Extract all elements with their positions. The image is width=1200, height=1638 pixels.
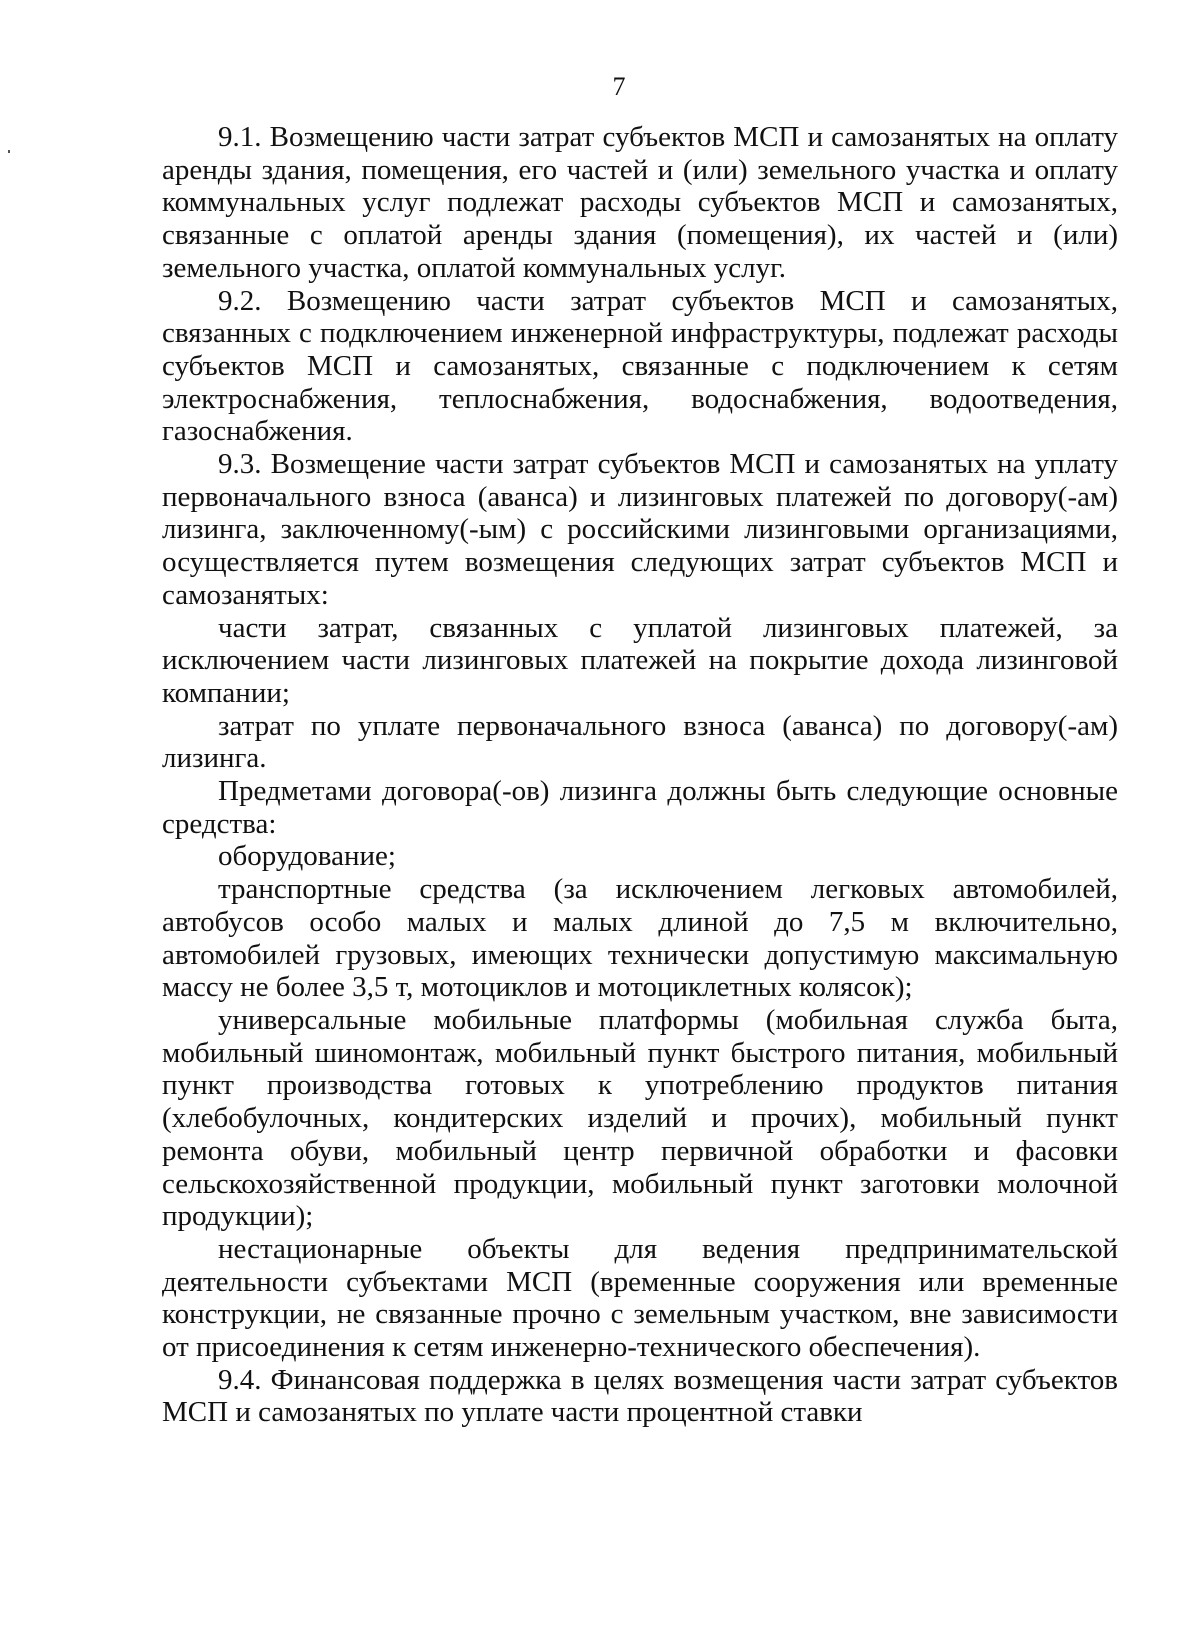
list-item-equipment: оборудование; <box>218 840 396 873</box>
paragraph-9-4: 9.4. Финансовая поддержка в целях возмещения части затрат субъектов МСП и самозанятых по уплате части процентной ставки <box>162 1363 1118 1429</box>
list-item-non-stationary-objects: нестационарные объекты для ведения предпринимательской деятельности субъектами МСП (временные сооружения или временные конструкции, не связанные прочно с земельным участком, вне зависимости от присоединения к сетям инженерно-технического обеспечения). <box>162 1232 1118 1364</box>
page-number: 7 <box>612 72 626 101</box>
paragraph-9-2: 9.2. Возмещению части затрат субъектов МСП и самозанятых, связанных с подключением инженерной инфраструктуры, подлежат расходы субъектов МСП и самозанятых, связанные с подключением к сетям электроснабжения, теплоснабжения, водоснабжения, водоотведения, газоснабжения. <box>162 284 1118 448</box>
paragraph-initial-payment: затрат по уплате первоначального взноса (аванса) по договору(-ам) лизинга. <box>162 709 1118 775</box>
paragraph-9-1: 9.1. Возмещению части затрат субъектов МСП и самозанятых на оплату аренды здания, помещения, его частей и (или) земельного участка и оплату коммунальных услуг подлежат расходы субъектов МСП и самозанятых, связанные с оплатой аренды здания (помещения), их частей и (или) земельного участка, оплатой коммунальных услуг. <box>162 121 1118 284</box>
list-item-mobile-platforms: универсальные мобильные платформы (мобильная служба быта, мобильный шиномонтаж, мобильный пункт быстрого питания, мобильный пункт производства готовых к употреблению продуктов питания (хлебобулочных, кондитерских изделий и прочих), мобильный пункт ремонта обуви, мобильный центр первичной обработки и фасовки сельскохозяйственной продукции, мобильный пункт заготовки молочной продукции); <box>162 1003 1118 1233</box>
list-item-vehicles: транспортные средства (за исключением легковых автомобилей, автобусов особо малых и малых длиной до 7,5 м включительно, автомобилей грузовых, имеющих технически допустимую максимальную массу не более 3,5 т, мотоциклов и мотоциклетных колясок); <box>162 873 1118 1004</box>
document-body <box>162 121 1118 1429</box>
paragraph-leasing-subjects: Предметами договора(-ов) лизинга должны быть следующие основные средства: <box>162 775 1118 840</box>
scan-edge-mark <box>8 150 10 153</box>
paragraph-leasing-payments: части затрат, связанных с уплатой лизинговых платежей, за исключением части лизинговых платежей на покрытие дохода лизинговой компании; <box>162 611 1118 709</box>
paragraph-9-3: 9.3. Возмещение части затрат субъектов МСП и самозанятых на уплату первоначального взноса (аванса) и лизинговых платежей по договору(-ам) лизинга, заключенному(-ым) с российскими лизинговыми организациями, осуществляется путем возмещения следующих затрат субъектов МСП и самозанятых: <box>162 448 1118 611</box>
